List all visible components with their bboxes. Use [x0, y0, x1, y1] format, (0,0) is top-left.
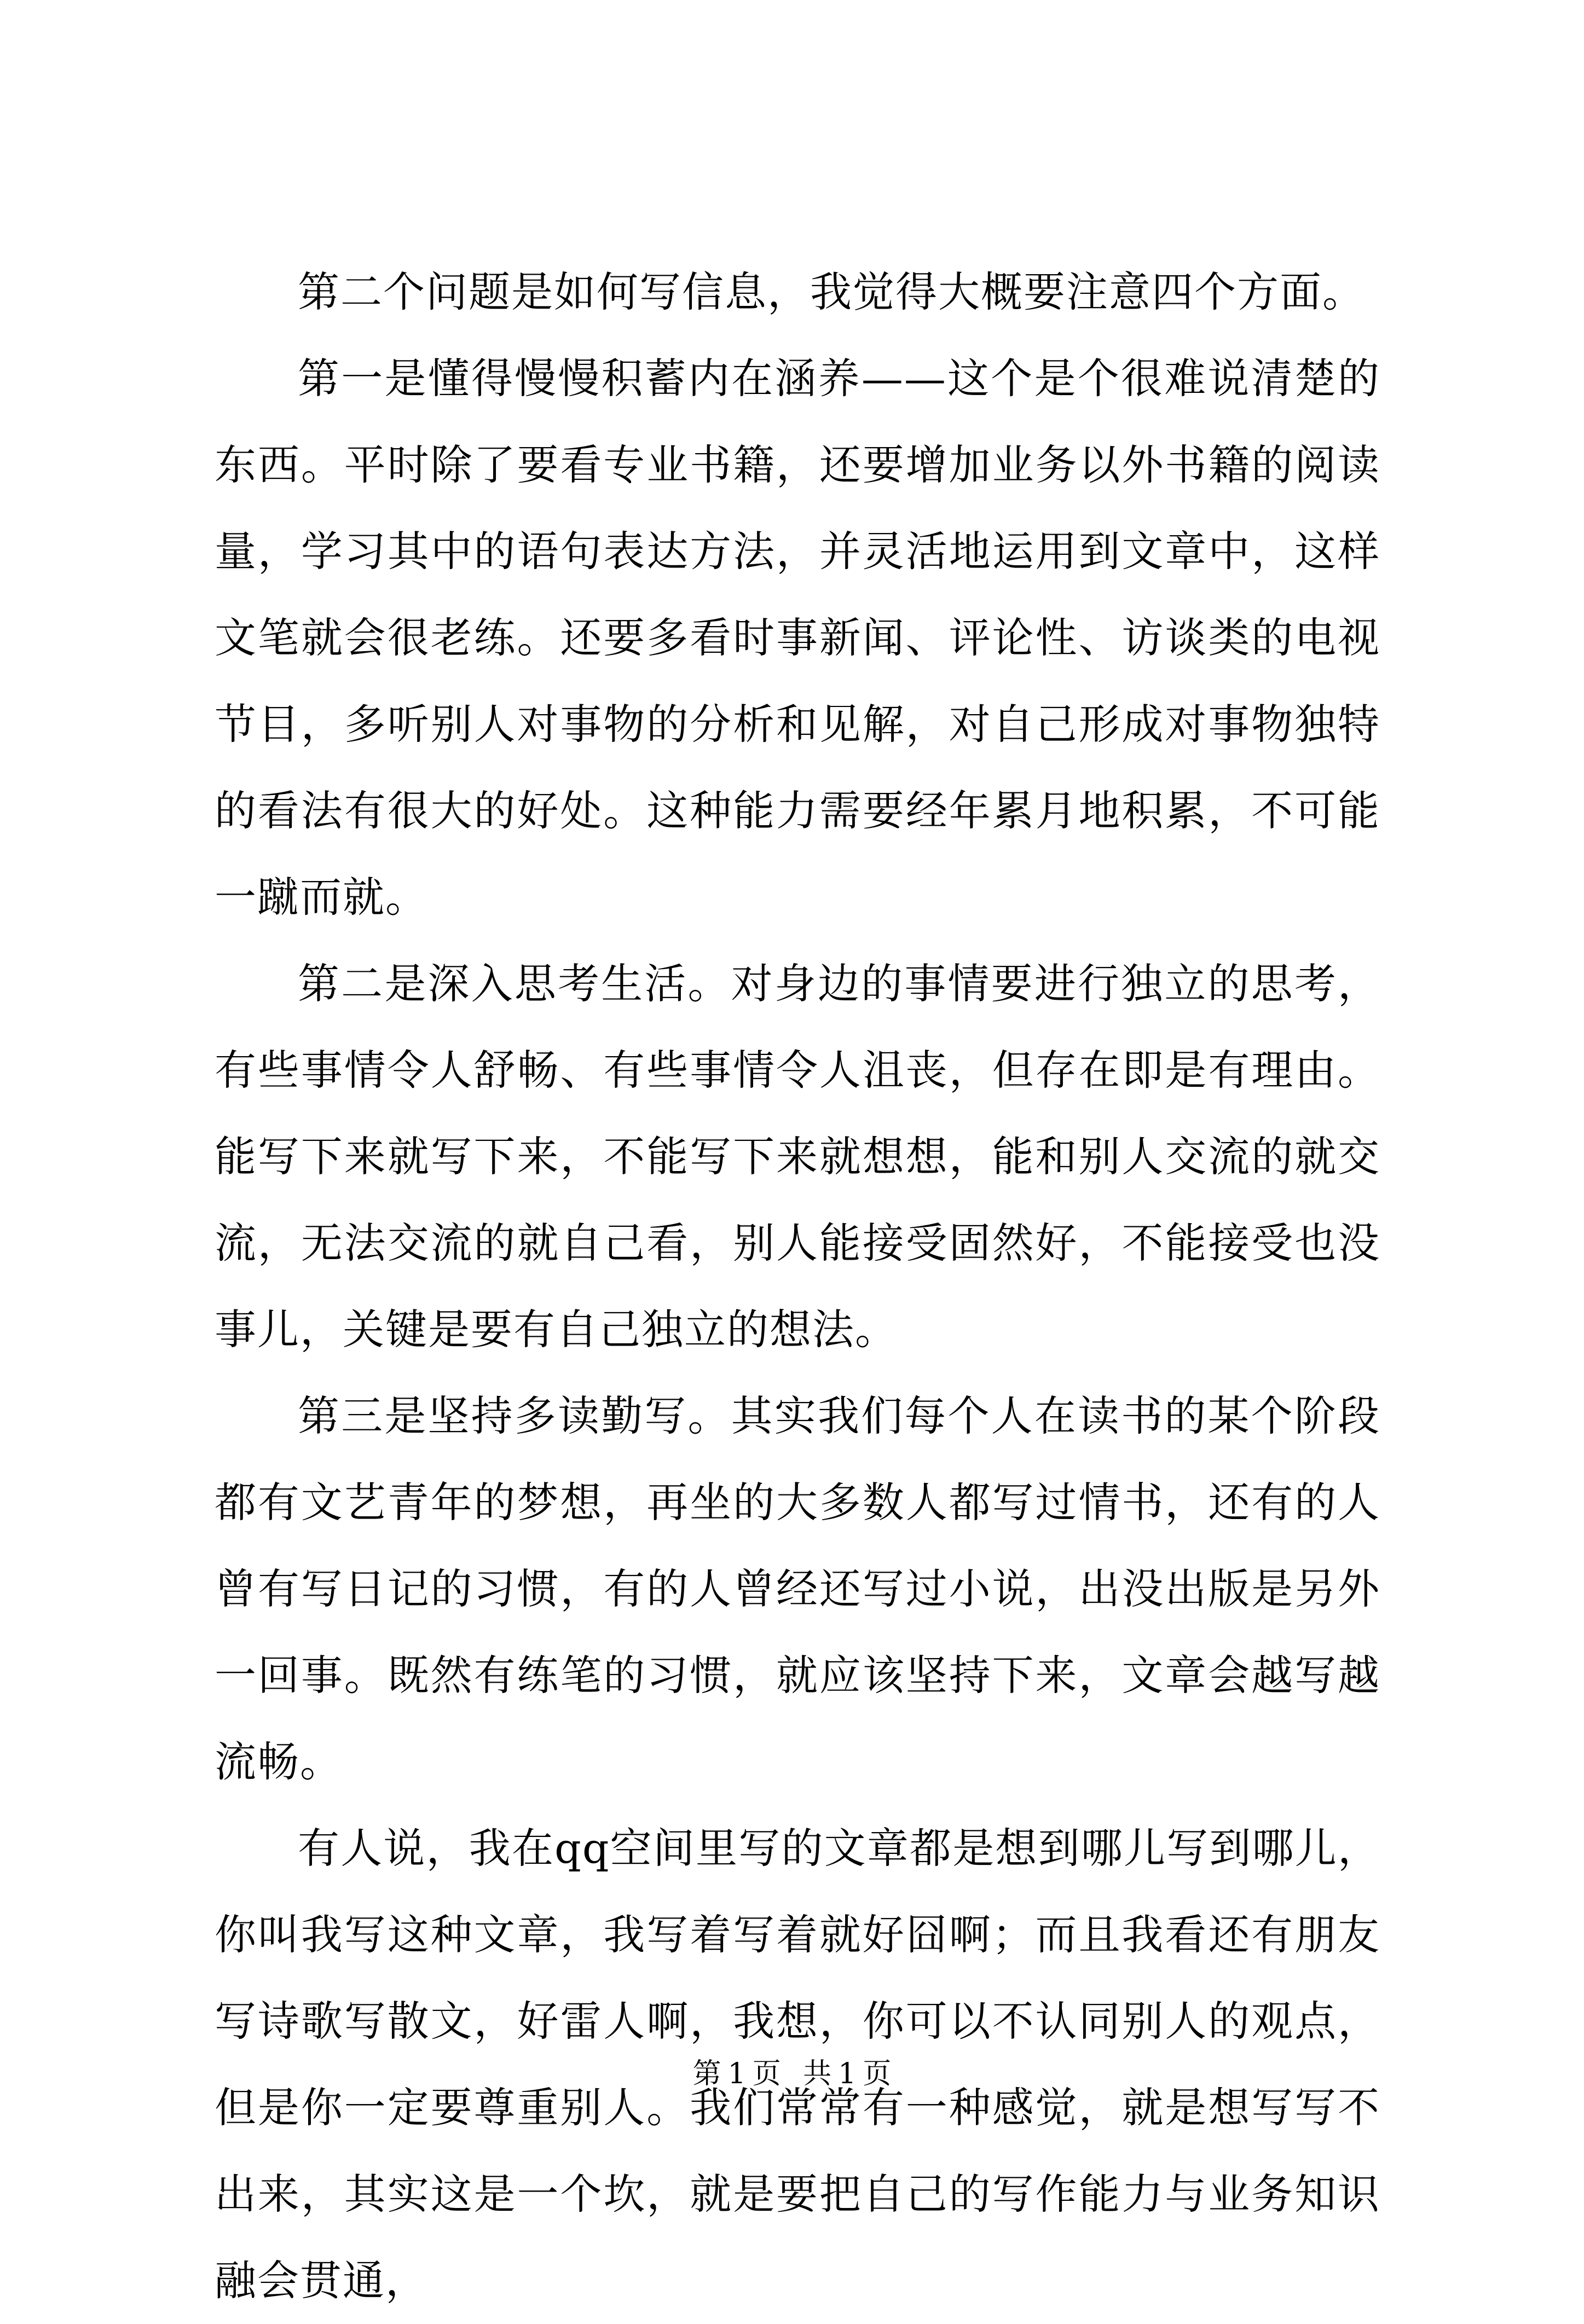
- paragraph-1: 第二个问题是如何写信息，我觉得大概要注意四个方面。: [298, 268, 1365, 316]
- total-pages-label: 共 1 页: [803, 2058, 892, 2090]
- paragraph-3: 第二是深入思考生活。对身边的事情要进行独立的思考，有些事情令人舒畅、有些事情令人沮丧，但存在即是有理由。能写下来就写下来，不能写下来就想想，能和别人交流的就交流，无法交流的就自己看，别人能接受固然好，不能接受也没事儿，关键是要有自己独立的想法。: [215, 959, 1380, 1354]
- document-body: [215, 249, 1380, 2324]
- paragraph-5: 有人说，我在qq空间里写的文章都是想到哪儿写到哪儿，你叫我写这种文章，我写着写着就好囧啊；而且我看还有朋友写诗歌写散文，好雷人啊，我想，你可以不认同别人的观点，但是你一定要尊重别人。我们常常有一种感觉，就是想写写不出来，其实这是一个坎，就是要把自己的写作能力与业务知识融会贯通，: [215, 1824, 1380, 2305]
- paragraph-2: 第一是懂得慢慢积蓄内在涵养——这个是个很难说清楚的东西。平时除了要看专业书籍，还要增加业务以外书籍的阅读量，学习其中的语句表达方法，并灵活地运用到文章中，这样文笔就会很老练。还要多看时事新闻、评论性、访谈类的电视节目，多听别人对事物的分析和见解，对自己形成对事物独特的看法有很大的好处。这种能力需要经年累月地积累，不可能一蹴而就。: [215, 354, 1380, 922]
- paragraph-4: 第三是坚持多读勤写。其实我们每个人在读书的某个阶段都有文艺青年的梦想，再坐的大多数人都写过情书，还有的人曾有写日记的习惯，有的人曾经还写过小说，出没出版是另外一回事。既然有练笔的习惯，就应该坚持下来，文章会越写越流畅。: [215, 1392, 1380, 1786]
- page-footer: [0, 2055, 1584, 2093]
- page-number-label: 第 1 页: [692, 2058, 781, 2090]
